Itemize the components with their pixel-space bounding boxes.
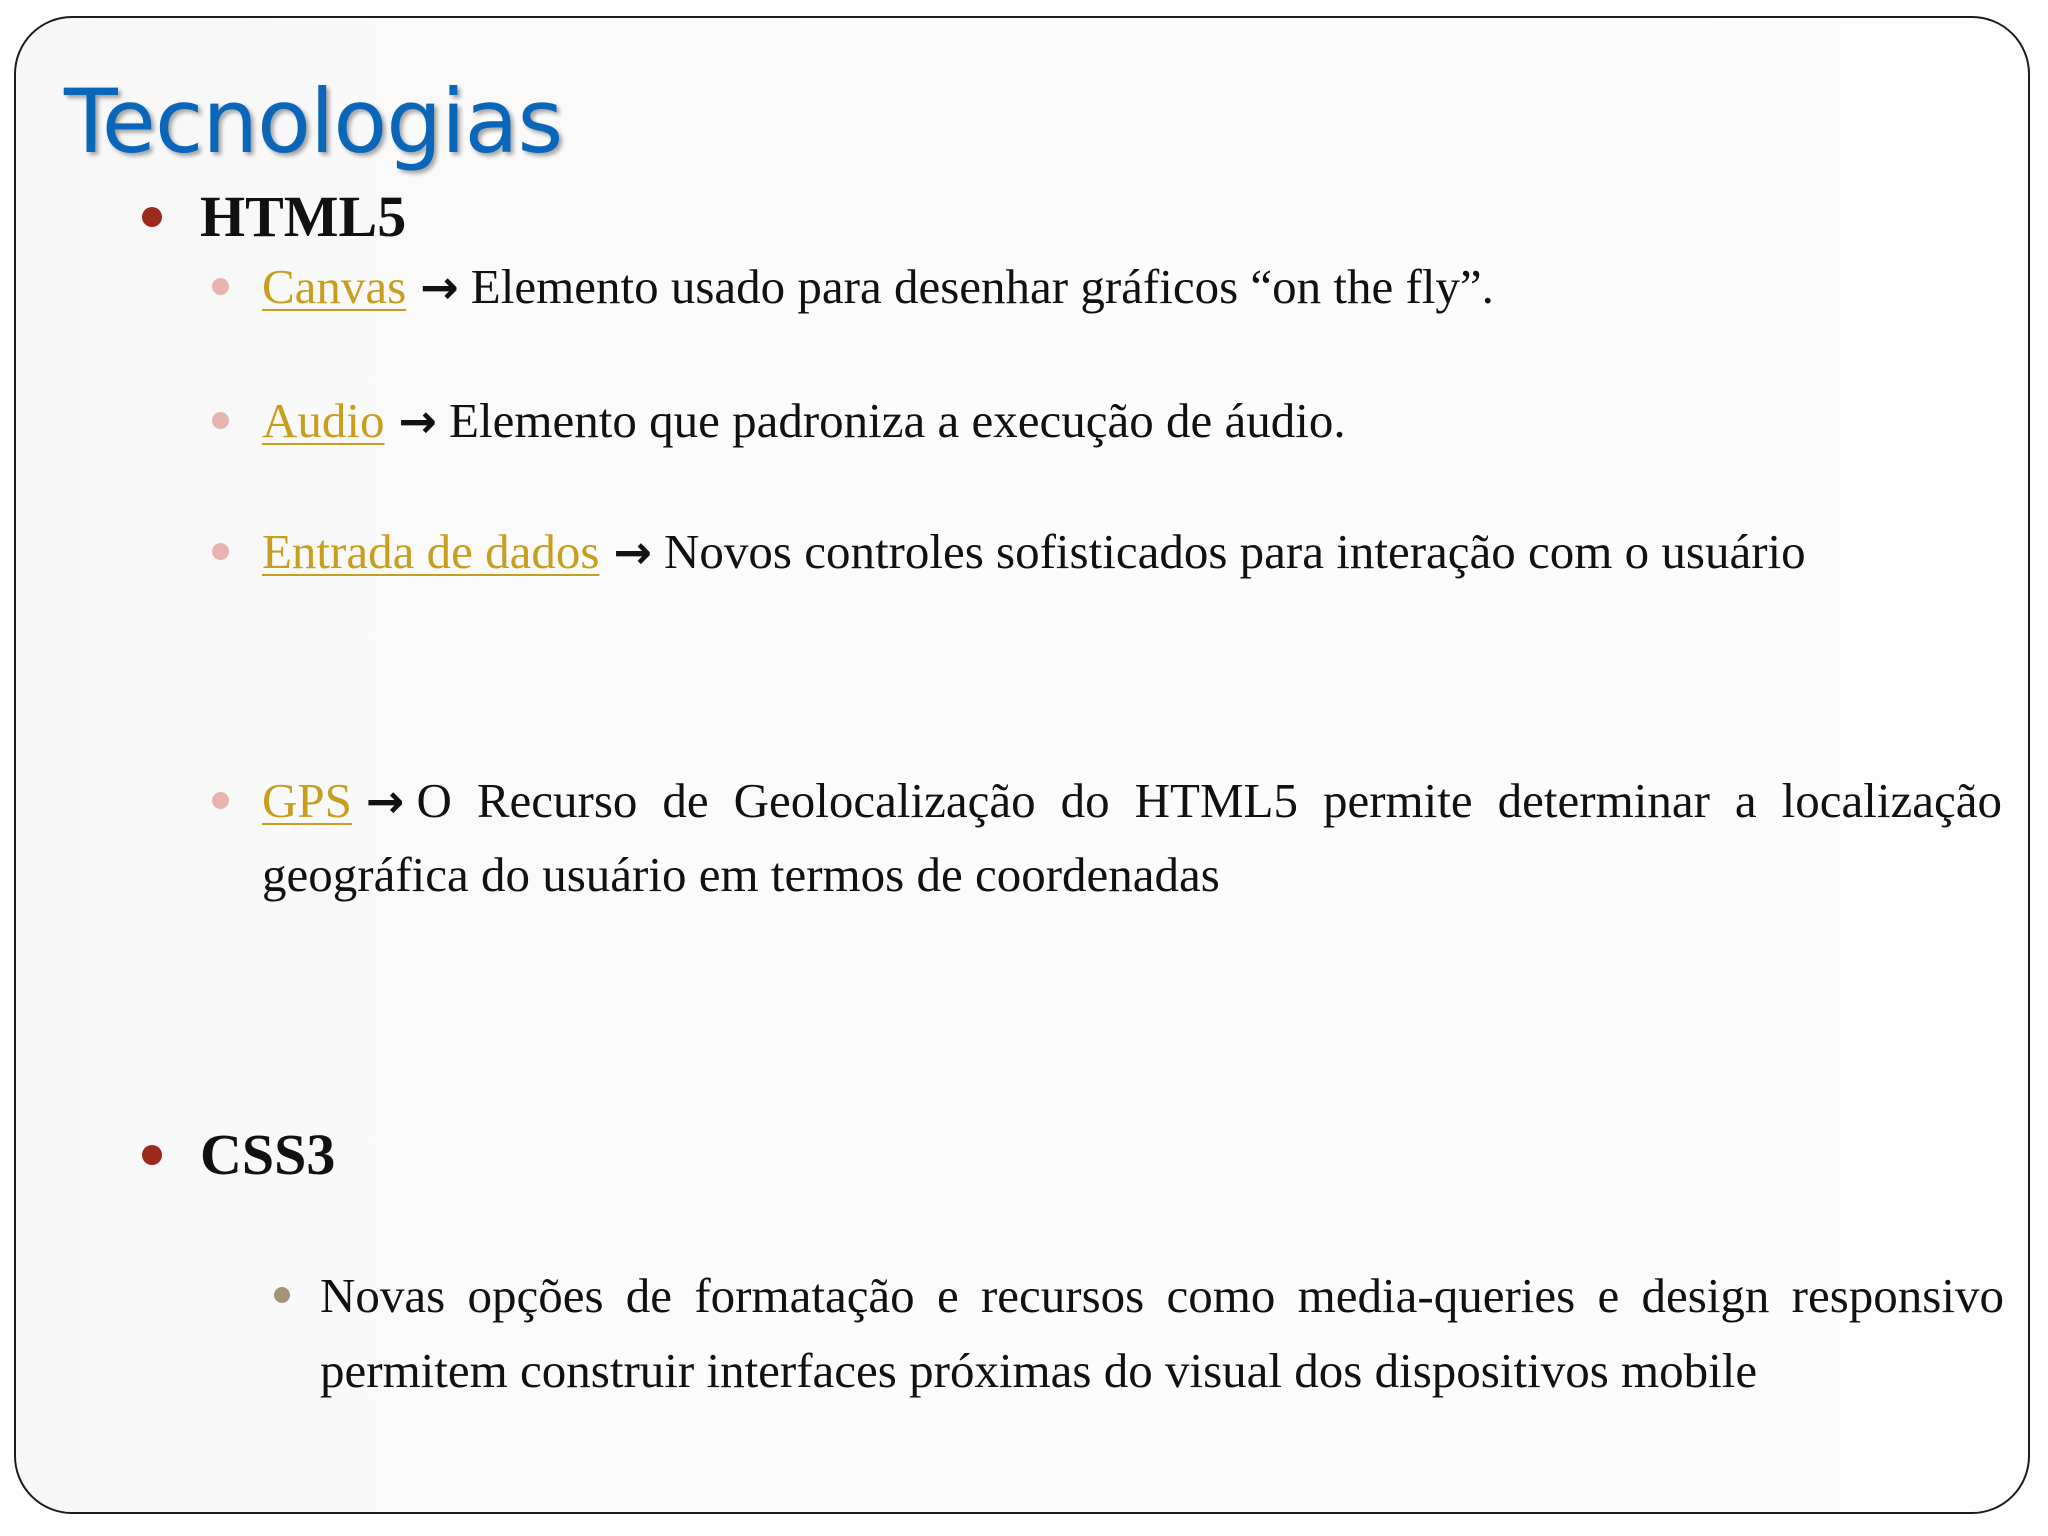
list-item-css3-description [274,1258,2004,1408]
bullet-icon [142,1145,162,1165]
bullet-icon [142,207,162,227]
canvas-link[interactable]: Canvas [262,259,407,314]
bullet-icon [212,543,229,560]
section-heading-label: HTML5 [200,184,407,249]
item-description: O Recurso de Geolocalização do HTML5 permite determinar a localização geográfica do usuário em termos de coordenadas [262,773,2002,902]
right-arrow-icon: → [420,260,459,314]
item-description: Novas opções de formatação e recursos como media-queries e design responsivo permitem construir interfaces próximas do visual dos dispositivos mobile [320,1268,2004,1398]
right-arrow-icon: → [613,525,652,579]
list-item-entrada-de-dados [212,515,2002,589]
entrada-de-dados-link[interactable]: Entrada de dados [262,524,600,579]
audio-link[interactable]: Audio [262,393,385,448]
slide-title: Tecnologias [64,70,563,173]
list-item-gps [212,764,2002,912]
right-arrow-icon: → [398,394,438,448]
item-description: Novos controles sofisticados para interação com o usuário [663,524,1806,579]
item-description: Elemento que padroniza a execução de áudio. [449,393,1346,448]
right-arrow-icon: → [365,774,405,828]
list-item-audio [212,384,2002,458]
slide [14,16,2030,1514]
bullet-icon [212,412,229,429]
bullet-icon [212,278,229,295]
bullet-icon [274,1287,290,1303]
list-item-canvas [212,250,2002,324]
gps-link[interactable]: GPS [262,773,352,828]
section-heading-label: CSS3 [200,1122,336,1187]
bullet-icon [212,792,229,809]
item-description: Elemento usado para desenhar gráficos “on the fly”. [470,259,1494,314]
